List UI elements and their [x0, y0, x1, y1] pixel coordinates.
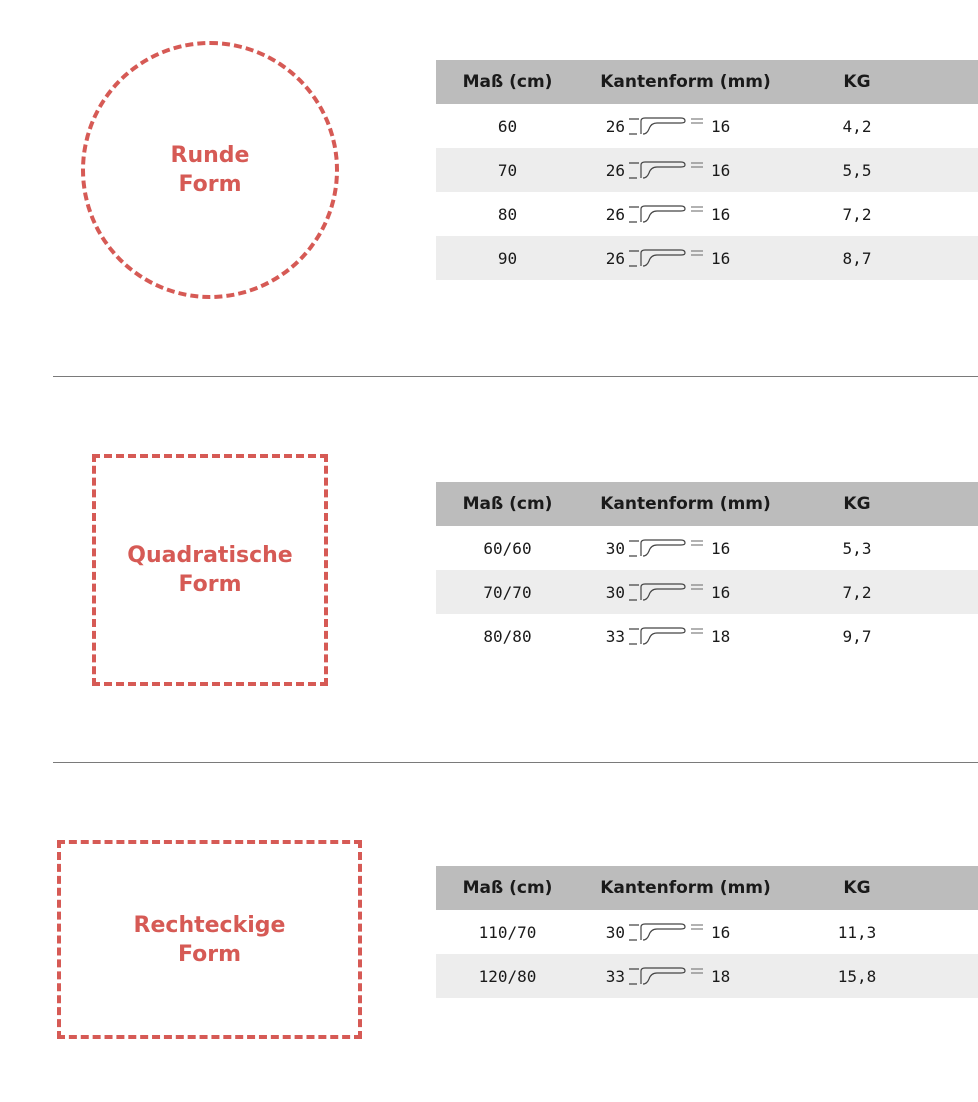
kg-cell: 7,2 [842, 204, 872, 224]
edge-top-value: 30 [605, 582, 625, 602]
table-row [436, 148, 978, 192]
size-cell: 70 [497, 160, 518, 180]
edge-cell [579, 581, 792, 603]
edge-cell [579, 247, 792, 269]
header-kg: KG [843, 72, 871, 92]
kg-cell: 11,3 [837, 922, 877, 942]
edge-bottom-value: 16 [711, 160, 731, 180]
table-row [436, 570, 978, 614]
table-row [436, 614, 978, 658]
edge-top-value: 30 [605, 922, 625, 942]
rectangle-shape-label: Rechteckige Form [133, 912, 286, 967]
header-kg: KG [843, 878, 871, 898]
edge-top-value: 26 [605, 116, 625, 136]
size-cell: 80 [497, 204, 518, 224]
table-row [436, 192, 978, 236]
size-cell: 60 [497, 116, 518, 136]
edge-bottom-value: 16 [711, 248, 731, 268]
square-shape-outline [92, 454, 328, 686]
table-header [436, 60, 978, 104]
square-size-table [436, 482, 978, 658]
kg-cell: 5,3 [842, 538, 872, 558]
round-size-table [436, 60, 978, 280]
table-header [436, 482, 978, 526]
table-row [436, 526, 978, 570]
header-edge: Kantenform (mm) [600, 494, 771, 514]
size-cell: 110/70 [478, 922, 537, 942]
table-header [436, 866, 978, 910]
size-cell: 70/70 [483, 582, 532, 602]
round-shape-label: Runde Form [170, 143, 250, 197]
header-size: Maß (cm) [462, 72, 553, 92]
rectangle-size-table [436, 866, 978, 998]
header-edge: Kantenform (mm) [600, 72, 771, 92]
table-row [436, 954, 978, 998]
edge-bottom-value: 16 [711, 922, 731, 942]
edge-profile-icon [627, 203, 707, 225]
rectangle-shape-outline [57, 840, 362, 1039]
edge-bottom-value: 18 [711, 966, 731, 986]
edge-cell [579, 203, 792, 225]
kg-cell: 9,7 [842, 626, 872, 646]
edge-profile-icon [627, 115, 707, 137]
edge-bottom-value: 18 [711, 626, 731, 646]
edge-bottom-value: 16 [711, 538, 731, 558]
kg-cell: 5,5 [842, 160, 872, 180]
edge-top-value: 26 [605, 204, 625, 224]
edge-profile-icon [627, 625, 707, 647]
edge-cell [579, 115, 792, 137]
edge-top-value: 26 [605, 248, 625, 268]
header-size: Maß (cm) [462, 878, 553, 898]
square-shape-label: Quadratische Form [127, 543, 293, 597]
edge-profile-icon [627, 247, 707, 269]
section-divider [53, 762, 978, 763]
edge-cell [579, 159, 792, 181]
edge-cell [579, 537, 792, 559]
table-row [436, 236, 978, 280]
edge-profile-icon [627, 581, 707, 603]
round-shape-outline [81, 41, 339, 299]
edge-profile-icon [627, 159, 707, 181]
edge-bottom-value: 16 [711, 582, 731, 602]
edge-top-value: 33 [605, 966, 625, 986]
edge-bottom-value: 16 [711, 116, 731, 136]
kg-cell: 8,7 [842, 248, 872, 268]
size-cell: 80/80 [483, 626, 532, 646]
size-cell: 120/80 [478, 966, 537, 986]
edge-profile-icon [627, 537, 707, 559]
table-row [436, 104, 978, 148]
kg-cell: 4,2 [842, 116, 872, 136]
edge-top-value: 30 [605, 538, 625, 558]
size-cell: 90 [497, 248, 518, 268]
table-row [436, 910, 978, 954]
edge-cell [579, 625, 792, 647]
kg-cell: 15,8 [837, 966, 877, 986]
size-cell: 60/60 [483, 538, 532, 558]
edge-bottom-value: 16 [711, 204, 731, 224]
section-divider [53, 376, 978, 377]
header-size: Maß (cm) [462, 494, 553, 514]
header-edge: Kantenform (mm) [600, 878, 771, 898]
edge-profile-icon [627, 921, 707, 943]
kg-cell: 7,2 [842, 582, 872, 602]
edge-top-value: 26 [605, 160, 625, 180]
edge-profile-icon [627, 965, 707, 987]
edge-cell [579, 921, 792, 943]
edge-cell [579, 965, 792, 987]
header-kg: KG [843, 494, 871, 514]
edge-top-value: 33 [605, 626, 625, 646]
